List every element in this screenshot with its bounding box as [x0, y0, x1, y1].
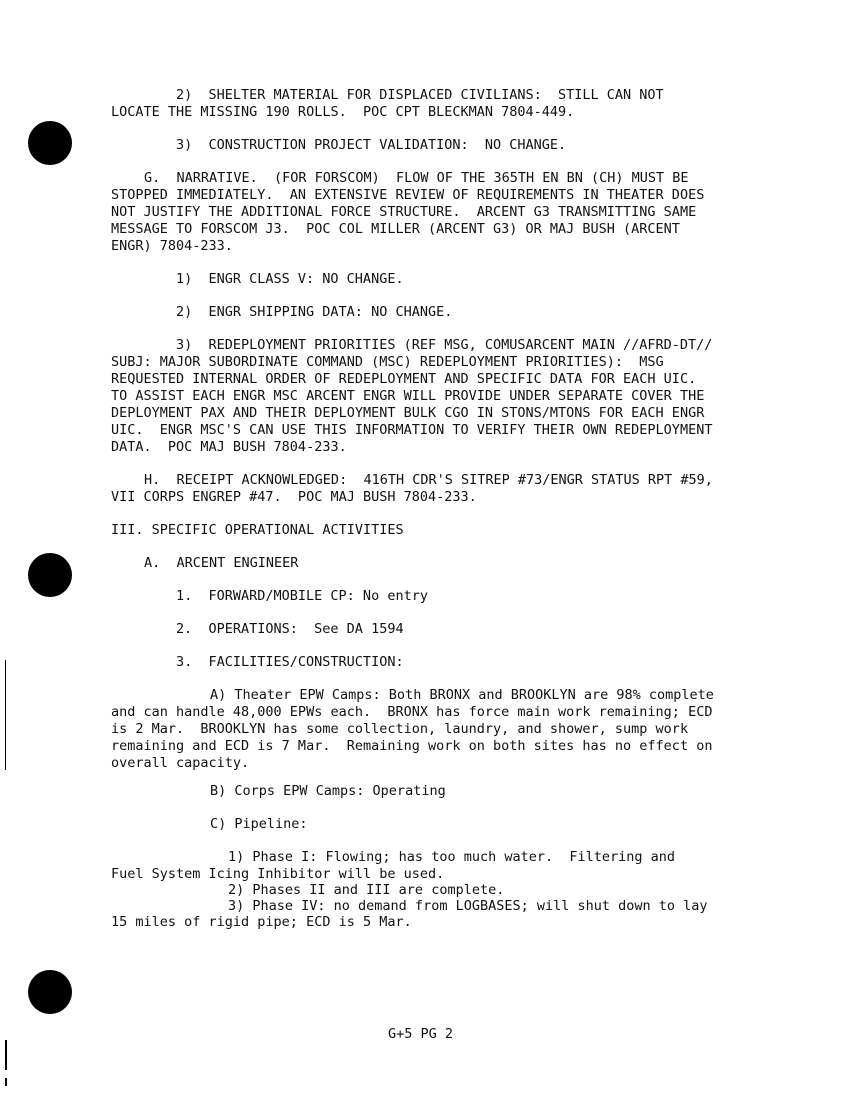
text-line: NOT JUSTIFY THE ADDITIONAL FORCE STRUCTURE. ARCENT G3 TRANSMITTING SAME	[111, 204, 697, 220]
text-line: C) Pipeline:	[210, 816, 308, 832]
text-line: MESSAGE TO FORSCOM J3. POC COL MILLER (ARCENT G3) OR MAJ BUSH (ARCENT	[111, 221, 680, 237]
scan-edge-mark	[5, 1040, 7, 1070]
text-line: 3) Phase IV: no demand from LOGBASES; will shut down to lay	[228, 898, 708, 914]
text-line: REQUESTED INTERNAL ORDER OF REDEPLOYMENT AND SPECIFIC DATA FOR EACH UIC.	[111, 371, 697, 387]
text-line: 3) REDEPLOYMENT PRIORITIES (REF MSG, COMUSARCENT MAIN //AFRD-DT//	[176, 337, 713, 353]
scan-edge-mark	[5, 660, 6, 770]
text-line: 2) ENGR SHIPPING DATA: NO CHANGE.	[176, 304, 453, 320]
text-line: 2) Phases II and III are complete.	[228, 882, 505, 898]
section-heading: III. SPECIFIC OPERATIONAL ACTIVITIES	[111, 522, 404, 538]
text-line: overall capacity.	[111, 755, 250, 771]
text-line: G. NARRATIVE. (FOR FORSCOM) FLOW OF THE 365TH EN BN (CH) MUST BE	[144, 170, 689, 186]
text-line: 2. OPERATIONS: See DA 1594	[176, 621, 404, 637]
subsection-heading: A. ARCENT ENGINEER	[144, 555, 299, 571]
text-line: 1) Phase I: Flowing; has too much water. Filtering and	[228, 849, 676, 865]
text-line: TO ASSIST EACH ENGR MSC ARCENT ENGR WILL PROVIDE UNDER SEPARATE COVER THE	[111, 388, 705, 404]
text-line: 1) ENGR CLASS V: NO CHANGE.	[176, 271, 404, 287]
punch-hole-bottom	[28, 970, 72, 1014]
text-line: A) Theater EPW Camps: Both BRONX and BROOKLYN are 98% complete	[210, 687, 714, 703]
text-line: SUBJ: MAJOR SUBORDINATE COMMAND (MSC) REDEPLOYMENT PRIORITIES): MSG	[111, 354, 664, 370]
text-line: DATA. POC MAJ BUSH 7804-233.	[111, 439, 347, 455]
text-line: H. RECEIPT ACKNOWLEDGED: 416TH CDR'S SITREP #73/ENGR STATUS RPT #59,	[144, 472, 713, 488]
text-line: is 2 Mar. BROOKLYN has some collection, laundry, and shower, sump work	[111, 721, 689, 737]
text-line: VII CORPS ENGREP #47. POC MAJ BUSH 7804-233.	[111, 489, 477, 505]
text-line: STOPPED IMMEDIATELY. AN EXTENSIVE REVIEW OF REQUIREMENTS IN THEATER DOES	[111, 187, 705, 203]
text-line: UIC. ENGR MSC'S CAN USE THIS INFORMATION TO VERIFY THEIR OWN REDEPLOYMENT	[111, 422, 713, 438]
text-line: 1. FORWARD/MOBILE CP: No entry	[176, 588, 428, 604]
page-footer: G+5 PG 2	[388, 1026, 454, 1042]
text-line: remaining and ECD is 7 Mar. Remaining work on both sites has no effect on	[111, 738, 713, 754]
punch-hole-top	[28, 121, 72, 165]
text-line: ENGR) 7804-233.	[111, 238, 233, 254]
text-line: 3. FACILITIES/CONSTRUCTION:	[176, 654, 404, 670]
text-line: 15 miles of rigid pipe; ECD is 5 Mar.	[111, 914, 412, 930]
text-line: B) Corps EPW Camps: Operating	[210, 783, 446, 799]
scan-edge-mark	[5, 1078, 7, 1086]
text-line: and can handle 48,000 EPWs each. BRONX has force main work remaining; ECD	[111, 704, 713, 720]
text-line: 2) SHELTER MATERIAL FOR DISPLACED CIVILIANS: STILL CAN NOT	[176, 87, 664, 103]
text-line: DEPLOYMENT PAX AND THEIR DEPLOYMENT BULK CGO IN STONS/MTONS FOR EACH ENGR	[111, 405, 705, 421]
text-line: Fuel System Icing Inhibitor will be used.	[111, 866, 445, 882]
text-line: LOCATE THE MISSING 190 ROLLS. POC CPT BLECKMAN 7804-449.	[111, 104, 575, 120]
punch-hole-middle	[28, 553, 72, 597]
text-line: 3) CONSTRUCTION PROJECT VALIDATION: NO CHANGE.	[176, 137, 567, 153]
